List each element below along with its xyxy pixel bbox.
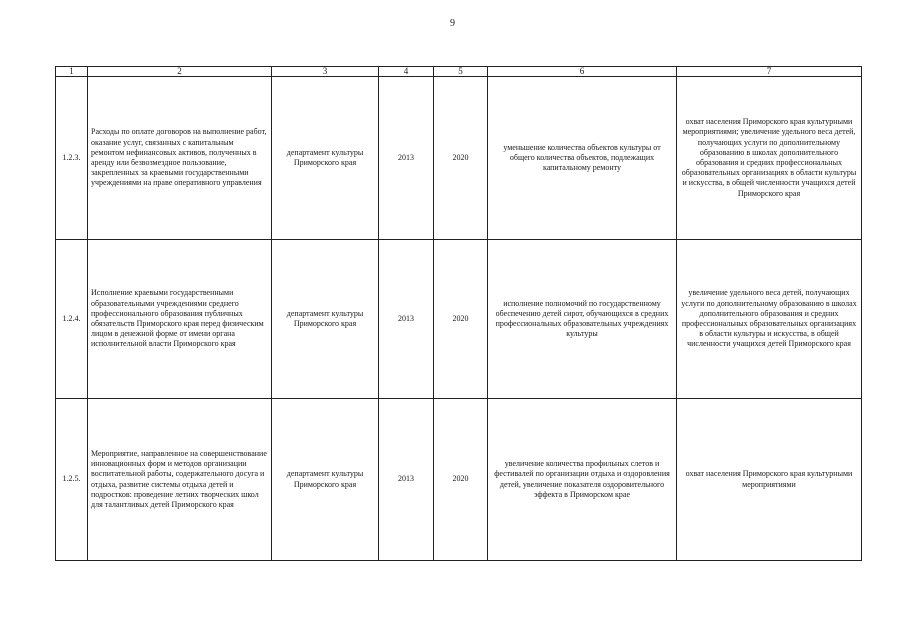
page-number: 9 (450, 18, 455, 29)
activities-table (55, 66, 862, 561)
activity-number: 1.2.3. (56, 77, 88, 240)
activity-name: Мероприятие, направленное на совершенствование инновационных форм и методов организации воспитательной работы, содержательного досуга и отдыха, развитие системы отдыха детей и подростков: проведение летних творческих школ для талантливых детей Приморского края (88, 399, 272, 561)
activity-number: 1.2.5. (56, 399, 88, 561)
activity-indicator: охват населения Приморского края культурными мероприятиями (677, 399, 862, 561)
header-row (56, 67, 862, 77)
column-header: 7 (677, 67, 862, 77)
column-header: 5 (434, 67, 488, 77)
activity-end-year: 2020 (434, 240, 488, 399)
activity-end-year: 2020 (434, 399, 488, 561)
activity-start-year: 2013 (379, 399, 434, 561)
activity-end-year: 2020 (434, 77, 488, 240)
table-row (56, 399, 862, 561)
table-row (56, 77, 862, 240)
activity-result: увеличение количества профильных слетов и фестивалей по организации отдыха и оздоровления детей, увеличение показателя оздоровительного эффекта в Приморском крае (488, 399, 677, 561)
activity-indicator: охват населения Приморского края культурными мероприятиями; увеличение удельного веса детей, получающих услуги по дополнительному образованию в школах дополнительного образования и средних профессиональных образовательных организациях в области культуры и искусства, в общей численности учащихся детей Приморского края (677, 77, 862, 240)
table-row (56, 240, 862, 399)
activity-result: исполнение полномочий по государственному обеспечению детей сирот, обучающихся в средних профессиональных образовательных учреждениях культуры (488, 240, 677, 399)
activity-start-year: 2013 (379, 240, 434, 399)
activity-start-year: 2013 (379, 77, 434, 240)
activity-number: 1.2.4. (56, 240, 88, 399)
column-header: 6 (488, 67, 677, 77)
column-header: 4 (379, 67, 434, 77)
column-header: 2 (88, 67, 272, 77)
activity-executor: департамент культуры Приморского края (272, 77, 379, 240)
column-header: 3 (272, 67, 379, 77)
activity-executor: департамент культуры Приморского края (272, 399, 379, 561)
column-header: 1 (56, 67, 88, 77)
activity-name: Исполнение краевыми государственными образовательными учреждениями среднего профессионального образования публичных обязательств Приморского края перед физическим лицом в денежной форме от имени органа исполнительной власти Приморского края (88, 240, 272, 399)
activity-executor: департамент культуры Приморского края (272, 240, 379, 399)
activity-name: Расходы по оплате договоров на выполнение работ, оказание услуг, связанных с капитальным ремонтом нефинансовых активов, полученных в аренду или безвозмездное пользование, закрепленных за краевыми государственными учреждениями на праве оперативного управления (88, 77, 272, 240)
activity-result: уменьшение количества объектов культуры от общего количества объектов, подлежащих капитальному ремонту (488, 77, 677, 240)
activity-indicator: увеличение удельного веса детей, получающих услуги по дополнительному образованию в школах дополнительного образования и средних профессиональных образовательных организациях в области культуры и искусства, в общей численности учащихся детей Приморского края (677, 240, 862, 399)
